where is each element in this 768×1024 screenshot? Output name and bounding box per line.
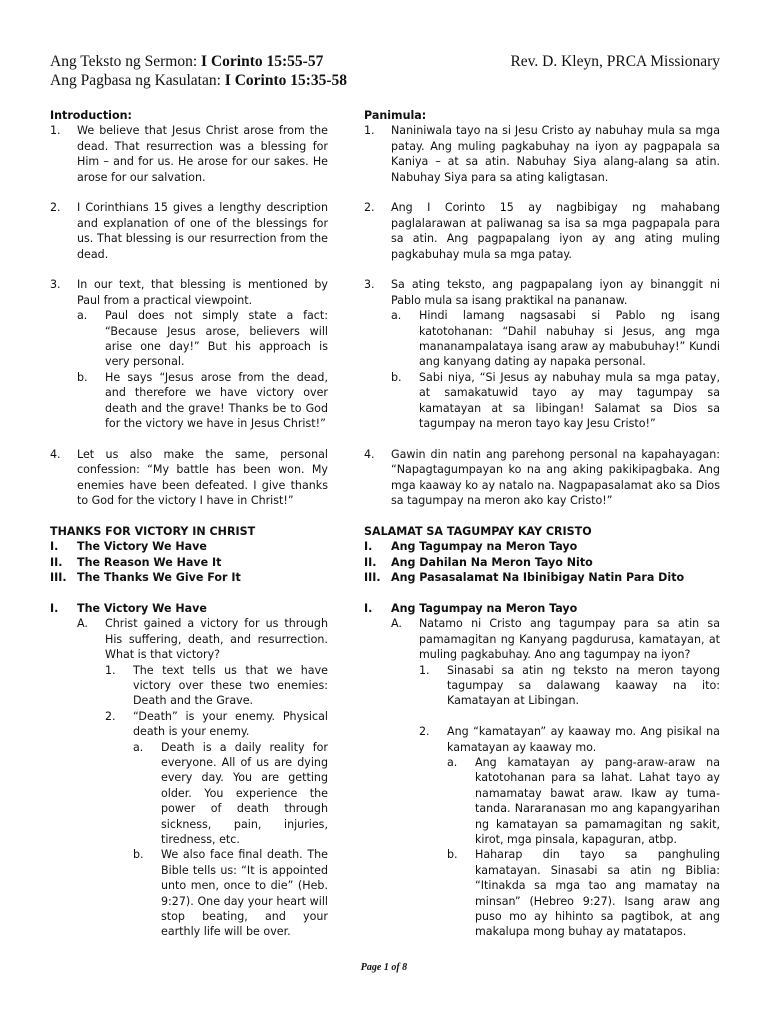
author-line: Rev. D. Kleyn, PRCA Missionary bbox=[510, 53, 720, 70]
intro-point: 2. I Corinthians 15 gives a lengthy description and explanation of one of the blessings for us. That blessing is our resurrection from the dead. bbox=[50, 201, 328, 261]
sermon-theme: SALAMAT SA TAGUMPAY KAY CRISTO bbox=[364, 524, 592, 538]
outline-item: III. Ang Pasasalamat Na Ibinibigay Natin Para Dito bbox=[364, 571, 685, 585]
intro-point: 1. We believe that Jesus Christ arose from the dead. That resurrection was a blessing for Him – and for us. He arose for our sakes. He arose for our salvation. bbox=[50, 124, 328, 184]
page-number: Page 1 of 8 bbox=[360, 962, 408, 973]
outline-item: III. The Thanks We Give For It bbox=[50, 571, 241, 585]
section-subsubpoint: b. We also face final death. The Bible tells us: “It is appointed unto men, once to die” (Heb. 9:27). One day your heart will stop beating, and your earthly life will be over. bbox=[133, 848, 328, 939]
section-point: A. Christ gained a victory for us through His suffering, death, and resurrection. What is that victory? bbox=[77, 617, 328, 662]
tagalog-column bbox=[364, 108, 720, 940]
intro-point: 3. In our text, that blessing is mentioned by Paul from a practical viewpoint. bbox=[50, 278, 328, 307]
sermon-text-reference: I Corinto 15:55-57 bbox=[201, 53, 324, 70]
sermon-text-label: Ang Teksto ng Sermon: bbox=[50, 53, 198, 70]
intro-point: 3. Sa ating teksto, ang pagpapalang iyon ay binanggit ni Pablo mula sa isang praktikal na pananaw. bbox=[364, 278, 720, 307]
intro-subpoint: a. Paul does not simply state a fact: “Because Jesus arose, believers will arise one day!” But his approach is very personal. bbox=[77, 309, 328, 369]
section-subpoint: 2. “Death” is your enemy. Physical death is your enemy. bbox=[105, 709, 328, 739]
outline-item: II. Ang Dahilan Na Meron Tayo Nito bbox=[364, 555, 593, 569]
intro-subpoint: b. He says “Jesus arose from the dead, and therefore we have victory over death and the grave! Thanks be to God for the victory we have in Jesus Christ!” bbox=[77, 370, 328, 431]
intro-heading: Panimula: bbox=[364, 109, 427, 122]
intro-point: 4. Gawin din natin ang parehong personal na kapahayagan: “Napagtagumpayan ko na ang aking pakikipagbaka. Ang mga kaaway ko ay natalo na. Nagpapasalamat ako sa Dios sa tagumpay na meron ako kay Cristo!” bbox=[364, 447, 720, 508]
outline-item: I. Ang Tagumpay na Meron Tayo bbox=[364, 540, 578, 554]
intro-subpoint: b. Sabi niya, “Si Jesus ay nabuhay mula sa mga patay, at samakatuwid tayo ay may tagumpay sa kamatayan at sa libingan! Salamat sa Dios sa tagumpay na meron tayo kay Jesu Cristo!” bbox=[391, 370, 720, 431]
section-subsubpoint: a. Death is a daily reality for everyone. All of us are dying every day. You are getting older. You experience the power of death through sickness, pain, injuries, tiredness, etc. bbox=[133, 740, 328, 847]
english-column bbox=[50, 108, 328, 940]
section-heading: I. Ang Tagumpay na Meron Tayo bbox=[364, 601, 578, 615]
intro-heading: Introduction: bbox=[50, 109, 132, 122]
section-subpoint: 1. The text tells us that we have victory over these two enemies: Death and the Grave. bbox=[105, 663, 328, 708]
intro-point: 4. Let us also make the same, personal confession: “My battle has been won. My enemies have been defeated. I give thanks to God for the victory I have in Christ!” bbox=[50, 447, 328, 508]
section-point: A. Natamo ni Cristo ang tagumpay para sa atin sa pamamagitan ng Kanyang pagdurusa, kamatayan, at muling pagkabuhay. Ano ang tagumpay na iyon? bbox=[391, 617, 720, 662]
intro-point: 2. Ang I Corinto 15 ay nagbibigay ng mahabang paglalarawan at paliwanag sa isa sa mga pagpapala para sa atin. Ang pagpapalang iyon ay ang ating muling pagkabuhay mula sa mga patay. bbox=[364, 201, 720, 261]
intro-subpoint: a. Hindi lamang nagsasabi si Pablo ng isang katotohanan: “Dahil nabuhay si Jesus, ang mga mananampalataya isang araw ay mabubuhay!” Kundi ang kanyang dating ay napaka personal. bbox=[391, 309, 720, 369]
outline-item: II. The Reason We Have It bbox=[50, 555, 222, 569]
section-subpoint: 2. Ang “kamatayan” ay kaaway mo. Ang pisikal na kamatayan ay kaaway mo. bbox=[419, 725, 720, 754]
section-subpoint: 1. Sinasabi sa atin ng teksto na meron tayong tagumpay sa dalawang kaaway na ito: Kamatayan at Libingan. bbox=[419, 663, 720, 708]
reading-text-label: Ang Pagbasa ng Kasulatan: bbox=[50, 72, 221, 89]
section-subsubpoint: a. Ang kamatayan ay pang-araw-araw na katotohanan para sa lahat. Lahat tayo ay namamatay bawat araw. Ikaw ay tuma-tanda. Nararanasan mo ang kapangyarihan ng kamatayan sa pamamagitan ng sakit, kirot, mga pinsala, kapaguran, atbp. bbox=[447, 755, 720, 846]
reading-text-reference: I Corinto 15:35-58 bbox=[224, 72, 348, 89]
section-subsubpoint: b. Haharap din tayo sa panghuling kamatayan. Sinasabi sa atin ng Biblia: “Itinakda sa mga tao ang mamatay na minsan” (Hebreo 9:27). Isang araw ang puso mo ay hihinto sa pagtibok, at ang makalupa mong buhay ay matatapos. bbox=[447, 848, 720, 939]
intro-point: 1. Naniniwala tayo na si Jesu Cristo ay nabuhay mula sa mga patay. Ang muling pagkabuhay na iyon ay pagpapala sa Kaniya – at sa atin. Nabuhay Siya alang-alang sa atin. Nabuhay Siya para sa ating kaligtasan. bbox=[364, 124, 720, 184]
sermon-theme: THANKS FOR VICTORY IN CHRIST bbox=[50, 524, 256, 538]
sermon-text-line bbox=[50, 52, 323, 71]
section-heading: I. The Victory We Have bbox=[50, 601, 207, 615]
outline-item: I. The Victory We Have bbox=[50, 540, 207, 554]
reading-text-line bbox=[50, 71, 347, 90]
